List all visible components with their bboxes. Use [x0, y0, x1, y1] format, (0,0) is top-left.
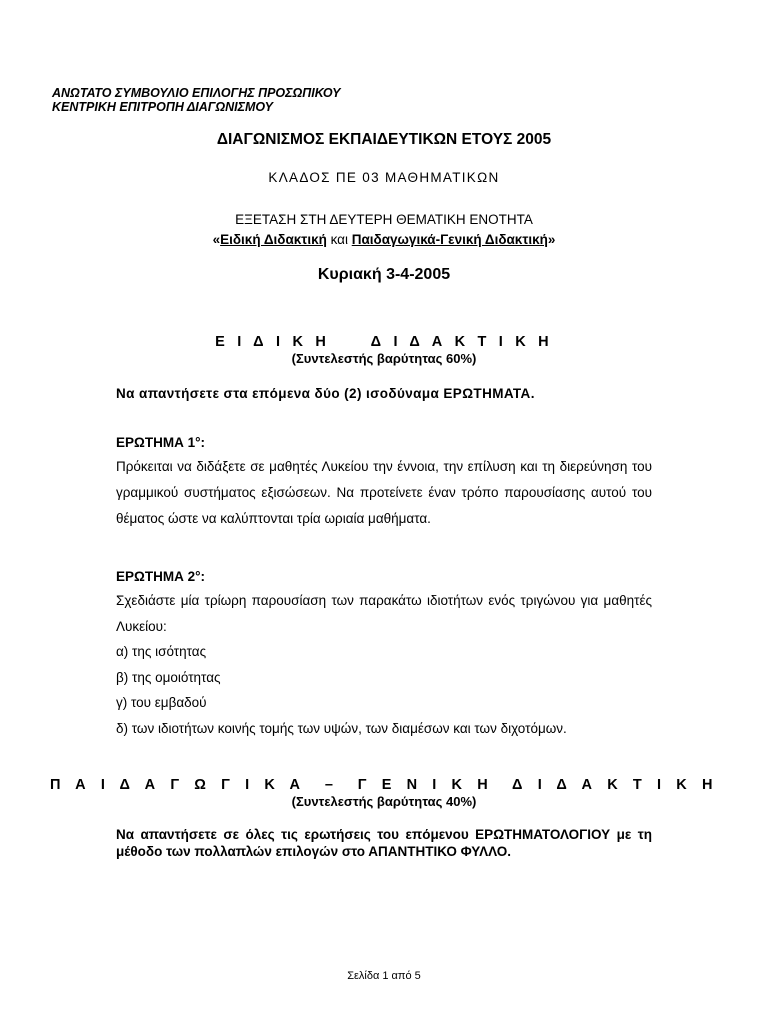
list-item: β) της ομοιότητας [116, 669, 221, 685]
exam-part-1: Ειδική Διδακτική [220, 232, 327, 247]
section1-instruction: Να απαντήσετε στα επόμενα δύο (2) ισοδύναμα ΕΡΩΤΗΜΑΤΑ. [116, 386, 535, 401]
issuer-line-1: ΑΝΩΤΑΤΟ ΣΥΜΒΟΥΛΙΟ ΕΠΙΛΟΓΗΣ ΠΡΟΣΩΠΙΚΟΥ [52, 86, 341, 100]
section2-title: Π Α Ι Δ Α Γ Ω Γ Ι Κ Α – Γ Ε Ν Ι Κ Η Δ Ι Δ Α Κ Τ Ι Κ Η [49, 777, 719, 793]
quote-open: « [212, 232, 221, 247]
page-footer: Σελίδα 1 από 5 [347, 970, 421, 982]
branch-heading: ΚΛΑΔΟΣ ΠΕ 03 ΜΑΘΗΜΑΤΙΚΩΝ [268, 170, 500, 185]
list-item: α) της ισότητας [116, 644, 207, 659]
exam-date: Κυριακή 3-4-2005 [317, 266, 451, 283]
section2-instruction: Να απαντήσετε σε όλες τις ερωτήσεις του επόμενου ΕΡΩΤΗΜΑΤΟΛΟΓΙΟΥ με τη μέθοδο των πολλαπλών επιλογών στο ΑΠΑΝΤΗΤΙΚΟ ΦΥΛΛΟ. [116, 827, 652, 859]
section1-title: Ε Ι Δ Ι Κ Η Δ Ι Δ Α Κ Τ Ι Κ Η [215, 334, 553, 350]
issuer-header [52, 86, 340, 114]
question2-text: Σχεδιάστε μία τρίωρη παρουσίαση των παρακάτω ιδιοτήτων ενός τριγώνου για μαθητές Λυκείου: [116, 593, 652, 634]
question2-heading: ΕΡΩΤΗΜΑ 2°: [116, 569, 205, 584]
section2-subtitle: (Συντελεστής βαρύτητας 40%) [291, 794, 477, 809]
exam-connector: και [326, 232, 352, 247]
question1-text: Πρόκειται να διδάξετε σε μαθητές Λυκείου την έννοια, την επίλυση και τη διερεύνηση του γραμμικού συστήματος εξισώσεων. Να προτείνετε έναν τρόπο παρουσίασης αυτού του θέματος ώστε να καλύπτονται τρία ωριαία μαθήματα. [116, 459, 652, 526]
issuer-line-2: ΚΕΝΤΡΙΚΗ ΕΠΙΤΡΟΠΗ ΔΙΑΓΩΝΙΣΜΟΥ [52, 100, 273, 114]
list-item: γ) του εμβαδού [116, 695, 207, 710]
section1-subtitle: (Συντελεστής βαρύτητας 60%) [291, 351, 477, 366]
question2-list [116, 639, 567, 741]
question1-heading: ΕΡΩΤΗΜΑ 1°: [116, 435, 205, 450]
exam-part-2: Παιδαγωγικά-Γενική Διδακτική [351, 232, 548, 247]
exam-line-1: ΕΞΕΤΑΣΗ ΣΤΗ ΔΕΥΤΕΡΗ ΘΕΜΑΤΙΚΗ ΕΝΟΤΗΤΑ [235, 212, 533, 227]
list-item: δ) των ιδιοτήτων κοινής τομής των υψών, των διαμέσων και των διχοτόμων. [116, 720, 567, 736]
exam-line-2 [0, 232, 768, 247]
quote-close: » [547, 232, 556, 247]
document-title: ΔΙΑΓΩΝΙΣΜΟΣ ΕΚΠΑΙΔΕΥΤΙΚΩΝ ΕΤΟΥΣ 2005 [216, 131, 552, 148]
